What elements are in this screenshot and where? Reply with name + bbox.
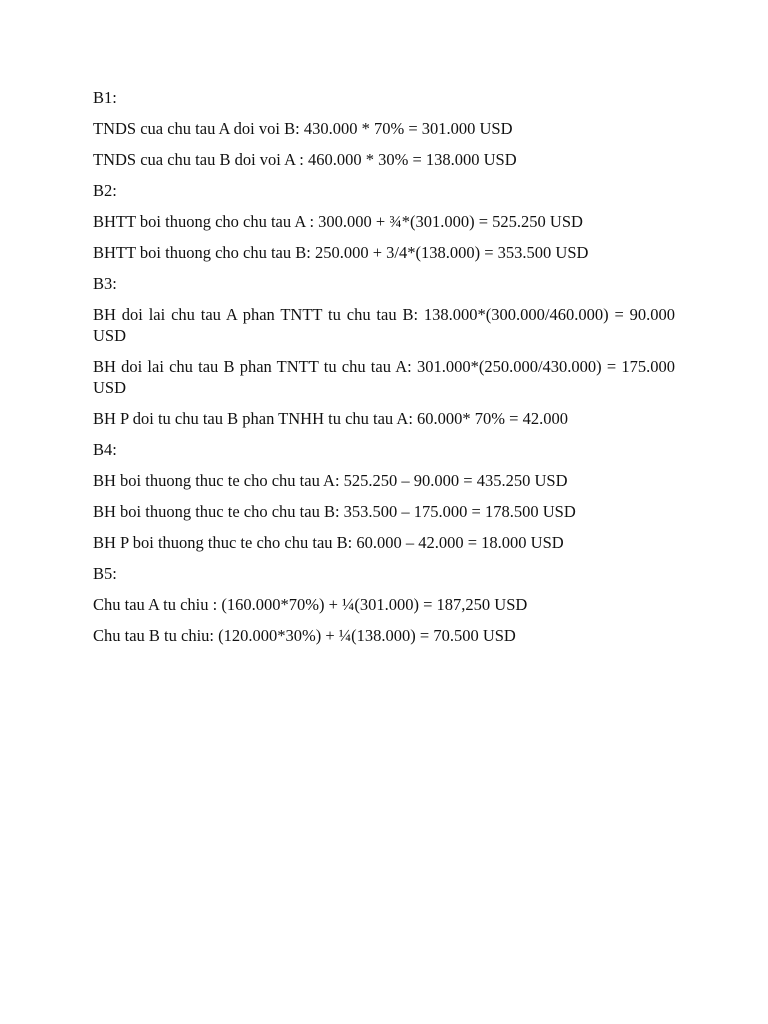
step-heading-b4: B4: [93,440,117,459]
paragraph-tnds-a: TNDS cua chu tau A doi voi B: 430.000 * 70% = 301.000 USD [93,119,513,138]
paragraph-bhtt-a: BHTT boi thuong cho chu tau A : 300.000 + ¾*(301.000) = 525.250 USD [93,212,583,231]
paragraph-recovery-a: BH doi lai chu tau A phan TNTT tu chu tau B: 138.000*(300.000/460.000) = 90.000 USD [93,305,675,345]
paragraph-bhtt-b: BHTT boi thuong cho chu tau B: 250.000 + 3/4*(138.000) = 353.500 USD [93,243,589,262]
paragraph-actual-b: BH boi thuong thuc te cho chu tau B: 353.500 – 175.000 = 178.500 USD [93,502,576,521]
paragraph-self-bear-a: Chu tau A tu chiu : (160.000*70%) + ¼(301.000) = 187,250 USD [93,595,528,614]
step-heading-b5: B5: [93,564,117,583]
paragraph-actual-p: BH P boi thuong thuc te cho chu tau B: 60.000 – 42.000 = 18.000 USD [93,533,564,552]
step-heading-b1: B1: [93,88,117,107]
paragraph-tnds-b: TNDS cua chu tau B doi voi A : 460.000 * 30% = 138.000 USD [93,150,517,169]
paragraph-recovery-b: BH doi lai chu tau B phan TNTT tu chu tau A: 301.000*(250.000/430.000) = 175.000 USD [93,357,675,397]
paragraph-actual-a: BH boi thuong thuc te cho chu tau A: 525.250 – 90.000 = 435.250 USD [93,471,568,490]
step-heading-b2: B2: [93,181,117,200]
paragraph-self-bear-b: Chu tau B tu chiu: (120.000*30%) + ¼(138.000) = 70.500 USD [93,626,516,645]
document-page [93,87,675,656]
paragraph-recovery-p: BH P doi tu chu tau B phan TNHH tu chu tau A: 60.000* 70% = 42.000 [93,409,568,428]
step-heading-b3: B3: [93,274,117,293]
